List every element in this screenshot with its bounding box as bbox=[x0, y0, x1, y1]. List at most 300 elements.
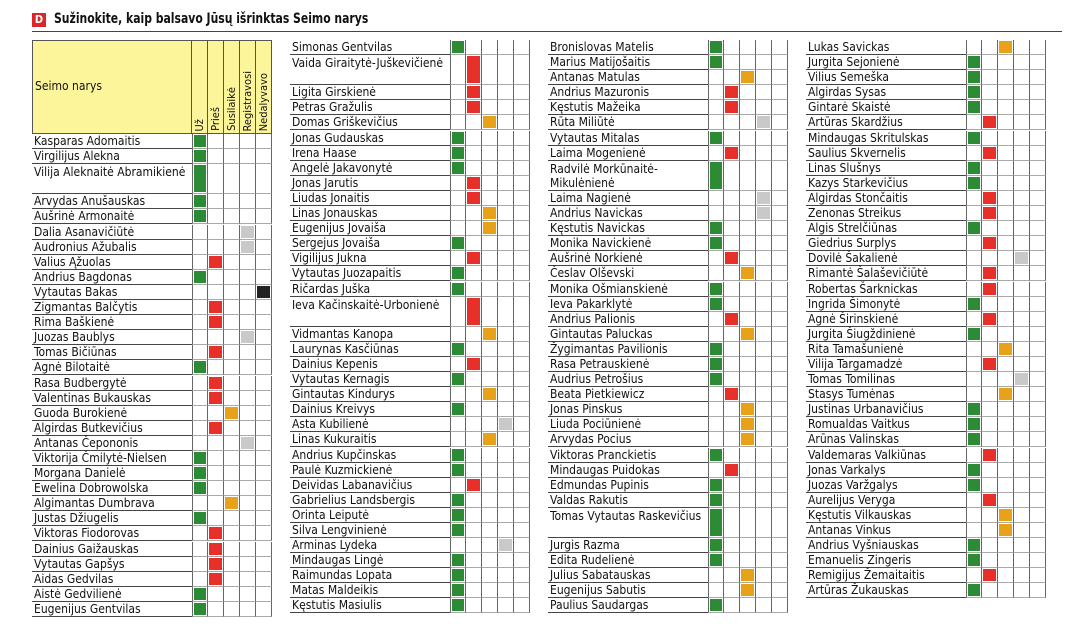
member-name: Monika Ošmianskienė bbox=[548, 282, 708, 297]
vote-cell bbox=[998, 236, 1014, 251]
member-name: Paulė Kuzmickienė bbox=[290, 463, 450, 478]
vote-cell bbox=[498, 85, 514, 100]
member-name: Vytautas Juozapaitis bbox=[290, 266, 450, 281]
vote-cell bbox=[740, 312, 756, 327]
vote-mark-u bbox=[710, 237, 722, 249]
vote-mark-u bbox=[968, 132, 980, 144]
vote-mark-u bbox=[452, 524, 464, 536]
vote-cell bbox=[982, 100, 998, 115]
vote-cell bbox=[450, 131, 466, 146]
vote-cell bbox=[498, 161, 514, 176]
vote-cell bbox=[256, 345, 272, 360]
vote-cell bbox=[998, 100, 1014, 115]
vote-cell bbox=[240, 285, 256, 300]
vote-mark-s bbox=[999, 509, 1012, 521]
member-name: Arvydas Anušauskas bbox=[32, 194, 192, 209]
member-name: Aistė Gedvilienė bbox=[32, 587, 192, 602]
vote-cell bbox=[498, 206, 514, 221]
vote-cell bbox=[450, 448, 466, 463]
member-name: Andrius Kupčinskas bbox=[290, 448, 450, 463]
vote-cell bbox=[208, 496, 224, 511]
vote-cell bbox=[772, 236, 788, 251]
vote-cell bbox=[724, 583, 740, 598]
vote-cell bbox=[982, 146, 998, 161]
vote-cell bbox=[192, 466, 208, 481]
vote-cell bbox=[498, 100, 514, 115]
vote-cell bbox=[966, 176, 982, 191]
vote-mark-p bbox=[209, 573, 222, 585]
member-name: Vilius Semeška bbox=[806, 70, 966, 85]
member-name: Rimantė Šalaševičiūtė bbox=[806, 266, 966, 281]
vote-cell bbox=[224, 602, 240, 617]
vote-cell bbox=[450, 598, 466, 613]
member-name: Juozas Baublys bbox=[32, 330, 192, 345]
vote-cell bbox=[998, 131, 1014, 146]
vote-cell bbox=[498, 372, 514, 387]
vote-cell bbox=[998, 402, 1014, 417]
vote-cell bbox=[514, 327, 530, 342]
vote-cell bbox=[514, 357, 530, 372]
vote-cell bbox=[1014, 402, 1030, 417]
vote-cell bbox=[208, 345, 224, 360]
member-name: Angelė Jakavonytė bbox=[290, 161, 450, 176]
vote-cell bbox=[514, 85, 530, 100]
vote-cell bbox=[1014, 40, 1030, 55]
vote-cell bbox=[1030, 312, 1046, 327]
vote-cell bbox=[240, 300, 256, 315]
vote-cell bbox=[772, 493, 788, 508]
member-name: Rita Tamašunienė bbox=[806, 342, 966, 357]
vote-cell bbox=[966, 40, 982, 55]
member-name: Arvydas Pocius bbox=[548, 432, 708, 447]
vote-cell bbox=[724, 478, 740, 493]
vote-cell bbox=[256, 285, 272, 300]
vote-cell bbox=[756, 85, 772, 100]
vote-cell bbox=[756, 236, 772, 251]
member-name: Asta Kubilienė bbox=[290, 417, 450, 432]
member-name: Jonas Jarutis bbox=[290, 176, 450, 191]
vote-cell bbox=[240, 209, 256, 224]
vote-cell bbox=[1030, 508, 1046, 523]
vote-cell bbox=[514, 40, 530, 55]
vote-cell bbox=[498, 40, 514, 55]
member-name: Artūras Žukauskas bbox=[806, 583, 966, 598]
vote-cell bbox=[998, 282, 1014, 297]
vote-cell bbox=[498, 387, 514, 402]
member-name: Valentinas Bukauskas bbox=[32, 391, 192, 406]
vote-cell bbox=[966, 131, 982, 146]
vote-cell bbox=[966, 448, 982, 463]
member-name: Kęstutis Masiulis bbox=[290, 598, 450, 613]
member-name: Bronislovas Matelis bbox=[548, 40, 708, 55]
vote-cell bbox=[982, 538, 998, 553]
vote-cell bbox=[256, 376, 272, 391]
vote-cell bbox=[724, 463, 740, 478]
vote-cell bbox=[192, 572, 208, 587]
vote-cell bbox=[224, 240, 240, 255]
vote-cell bbox=[192, 406, 208, 421]
member-name: Viktoras Pranckietis bbox=[548, 448, 708, 463]
vote-mark-p bbox=[467, 192, 480, 204]
vote-cell bbox=[240, 526, 256, 541]
vote-cell bbox=[966, 538, 982, 553]
vote-cell bbox=[514, 553, 530, 568]
vote-mark-s bbox=[483, 388, 496, 400]
vote-cell bbox=[208, 376, 224, 391]
vote-cell bbox=[998, 538, 1014, 553]
vote-cell bbox=[498, 236, 514, 251]
vote-cell bbox=[772, 161, 788, 191]
vote-cell bbox=[208, 360, 224, 375]
vote-cell bbox=[208, 149, 224, 164]
vote-cell bbox=[982, 583, 998, 598]
vote-cell bbox=[772, 342, 788, 357]
member-name: Kasparas Adomaitis bbox=[32, 134, 192, 149]
vote-mark-u bbox=[452, 267, 464, 279]
vote-cell bbox=[192, 391, 208, 406]
vote-cell bbox=[982, 282, 998, 297]
vote-cell bbox=[724, 191, 740, 206]
vote-cell bbox=[514, 538, 530, 553]
vote-mark-u bbox=[968, 222, 980, 234]
vote-cell bbox=[982, 176, 998, 191]
vote-cell bbox=[966, 282, 982, 297]
vote-cell bbox=[708, 478, 724, 493]
vote-mark-p bbox=[983, 494, 996, 506]
vote-cell bbox=[482, 342, 498, 357]
vote-mark-p bbox=[209, 422, 222, 434]
vote-cell bbox=[966, 463, 982, 478]
vote-mark-s bbox=[741, 267, 754, 279]
vote-cell bbox=[224, 557, 240, 572]
vote-cell bbox=[224, 376, 240, 391]
vote-cell bbox=[740, 508, 756, 538]
vote-cell bbox=[982, 206, 998, 221]
vote-cell bbox=[450, 40, 466, 55]
vote-mark-u bbox=[710, 56, 722, 68]
member-name: Justas Džiugelis bbox=[32, 511, 192, 526]
vote-cell bbox=[772, 85, 788, 100]
vote-cell bbox=[208, 587, 224, 602]
vote-mark-u bbox=[452, 569, 464, 581]
vote-cell bbox=[450, 191, 466, 206]
vote-cell bbox=[724, 342, 740, 357]
vote-cell bbox=[1030, 553, 1046, 568]
member-name: Liudas Jonaitis bbox=[290, 191, 450, 206]
member-name: Guoda Burokienė bbox=[32, 406, 192, 421]
member-name: Vytautas Kernagis bbox=[290, 372, 450, 387]
vote-cell bbox=[256, 255, 272, 270]
vote-mark-u bbox=[452, 41, 464, 53]
vote-cell bbox=[498, 266, 514, 281]
vote-mark-u bbox=[710, 509, 722, 536]
vote-cell bbox=[756, 493, 772, 508]
vote-cell bbox=[1030, 206, 1046, 221]
vote-mark-u bbox=[710, 554, 722, 566]
vote-cell bbox=[450, 583, 466, 598]
vote-cell bbox=[466, 297, 482, 327]
member-name: Robertas Šarknickas bbox=[806, 282, 966, 297]
vote-cell bbox=[498, 55, 514, 85]
vote-cell bbox=[772, 357, 788, 372]
vote-cell bbox=[998, 191, 1014, 206]
vote-cell bbox=[482, 583, 498, 598]
vote-cell bbox=[756, 55, 772, 70]
vote-cell bbox=[756, 508, 772, 538]
vote-cell bbox=[482, 387, 498, 402]
vote-cell bbox=[966, 161, 982, 176]
vote-cell bbox=[466, 55, 482, 85]
vote-cell bbox=[192, 209, 208, 224]
vote-cell bbox=[1014, 236, 1030, 251]
vote-cell bbox=[740, 538, 756, 553]
vote-cell bbox=[998, 568, 1014, 583]
vote-mark-r bbox=[757, 207, 770, 219]
vote-cell bbox=[256, 315, 272, 330]
vote-cell bbox=[998, 478, 1014, 493]
vote-cell bbox=[1014, 55, 1030, 70]
vote-cell bbox=[1014, 251, 1030, 266]
vote-cell bbox=[256, 330, 272, 345]
vote-cell bbox=[208, 526, 224, 541]
member-name: Laima Nagienė bbox=[548, 191, 708, 206]
vote-mark-r bbox=[241, 241, 254, 253]
vote-cell bbox=[498, 221, 514, 236]
vote-cell bbox=[740, 493, 756, 508]
vote-cell bbox=[756, 553, 772, 568]
member-name: Sergejus Jovaiša bbox=[290, 236, 450, 251]
vote-cell bbox=[514, 463, 530, 478]
vote-cell bbox=[1014, 583, 1030, 598]
vote-cell bbox=[224, 511, 240, 526]
vote-cell bbox=[1030, 191, 1046, 206]
vote-mark-p bbox=[467, 56, 480, 83]
vote-cell bbox=[192, 134, 208, 149]
vote-cell bbox=[740, 266, 756, 281]
member-name: Vilija Targamadzė bbox=[806, 357, 966, 372]
vote-mark-u bbox=[452, 599, 464, 611]
vote-cell bbox=[224, 391, 240, 406]
vote-cell bbox=[724, 432, 740, 447]
vote-cell bbox=[482, 327, 498, 342]
vote-cell bbox=[192, 421, 208, 436]
vote-mark-s bbox=[999, 343, 1012, 355]
vote-cell bbox=[772, 538, 788, 553]
vote-cell bbox=[1030, 342, 1046, 357]
vote-cell bbox=[466, 463, 482, 478]
vote-cell bbox=[1030, 40, 1046, 55]
vote-cell bbox=[514, 402, 530, 417]
vote-cell bbox=[740, 417, 756, 432]
vote-cell bbox=[724, 85, 740, 100]
member-name: Arūnas Valinskas bbox=[806, 432, 966, 447]
member-name: Laima Mogenienė bbox=[548, 146, 708, 161]
member-name: Viktoras Fiodorovas bbox=[32, 526, 192, 541]
header-vote-0: Už bbox=[192, 40, 208, 134]
vote-mark-s bbox=[225, 497, 238, 509]
member-name: Morgana Danielė bbox=[32, 466, 192, 481]
vote-cell bbox=[450, 236, 466, 251]
vote-mark-u bbox=[452, 509, 464, 521]
vote-mark-u bbox=[194, 195, 206, 207]
vote-mark-s bbox=[741, 418, 754, 430]
vote-cell bbox=[724, 131, 740, 146]
header-vote-4: Nedalyvavo bbox=[256, 40, 272, 134]
vote-mark-u bbox=[452, 343, 464, 355]
vote-cell bbox=[498, 176, 514, 191]
vote-mark-p bbox=[467, 252, 480, 264]
vote-cell bbox=[224, 481, 240, 496]
vote-cell bbox=[482, 161, 498, 176]
vote-cell bbox=[224, 194, 240, 209]
vote-cell bbox=[450, 251, 466, 266]
vote-cell bbox=[998, 70, 1014, 85]
vote-mark-u bbox=[710, 298, 722, 310]
vote-cell bbox=[192, 511, 208, 526]
vote-cell bbox=[982, 266, 998, 281]
vote-cell bbox=[740, 161, 756, 191]
vote-cell bbox=[240, 436, 256, 451]
member-name: Eugenijus Jovaiša bbox=[290, 221, 450, 236]
vote-cell bbox=[466, 282, 482, 297]
vote-mark-u bbox=[194, 452, 206, 464]
vote-cell bbox=[450, 402, 466, 417]
vote-cell bbox=[740, 115, 756, 130]
vote-cell bbox=[240, 134, 256, 149]
member-name: Ieva Pakarklytė bbox=[548, 297, 708, 312]
vote-cell bbox=[514, 55, 530, 85]
vote-mark-u bbox=[194, 482, 206, 494]
vote-cell bbox=[756, 463, 772, 478]
vote-cell bbox=[772, 131, 788, 146]
section-badge: D bbox=[32, 13, 46, 27]
vote-cell bbox=[514, 266, 530, 281]
vote-cell bbox=[998, 146, 1014, 161]
vote-mark-p bbox=[209, 316, 222, 328]
vote-cell bbox=[1030, 55, 1046, 70]
vote-cell bbox=[1030, 357, 1046, 372]
vote-cell bbox=[482, 115, 498, 130]
member-name: Andrius Palionis bbox=[548, 312, 708, 327]
vote-cell bbox=[208, 194, 224, 209]
vote-cell bbox=[498, 538, 514, 553]
vote-cell bbox=[256, 194, 272, 209]
vote-cell bbox=[740, 70, 756, 85]
vote-mark-u bbox=[452, 373, 464, 385]
vote-cell bbox=[498, 568, 514, 583]
vote-cell bbox=[998, 523, 1014, 538]
vote-cell bbox=[498, 417, 514, 432]
vote-cell bbox=[708, 70, 724, 85]
vote-cell bbox=[256, 451, 272, 466]
vote-mark-p bbox=[209, 256, 222, 268]
member-name: Aidas Gedvilas bbox=[32, 572, 192, 587]
vote-cell bbox=[1030, 523, 1046, 538]
header-name-label: Seimo narys bbox=[32, 40, 192, 134]
vote-cell bbox=[482, 85, 498, 100]
vote-cell bbox=[740, 342, 756, 357]
vote-cell bbox=[966, 146, 982, 161]
vote-cell bbox=[1014, 85, 1030, 100]
vote-mark-u bbox=[194, 271, 206, 283]
vote-mark-r bbox=[757, 116, 770, 128]
vote-cell bbox=[192, 330, 208, 345]
vote-mark-u bbox=[452, 403, 464, 415]
vote-cell bbox=[1014, 70, 1030, 85]
member-name: Valdemaras Valkiūnas bbox=[806, 448, 966, 463]
vote-cell bbox=[1014, 266, 1030, 281]
vote-mark-s bbox=[741, 584, 754, 596]
vote-cell bbox=[740, 251, 756, 266]
vote-cell bbox=[224, 436, 240, 451]
vote-cell bbox=[256, 436, 272, 451]
vote-cell bbox=[772, 327, 788, 342]
vote-cell bbox=[192, 587, 208, 602]
vote-cell bbox=[498, 463, 514, 478]
vote-cell bbox=[1014, 100, 1030, 115]
vote-cell bbox=[256, 602, 272, 617]
member-name: Aušrinė Norkienė bbox=[548, 251, 708, 266]
vote-cell bbox=[772, 312, 788, 327]
vote-mark-p bbox=[725, 313, 738, 325]
member-name: Mindaugas Puidokas bbox=[548, 463, 708, 478]
vote-cell bbox=[740, 236, 756, 251]
vote-cell bbox=[1030, 161, 1046, 176]
vote-cell bbox=[1030, 85, 1046, 100]
page-header bbox=[32, 8, 1062, 32]
vote-cell bbox=[514, 282, 530, 297]
vote-cell bbox=[192, 315, 208, 330]
vote-mark-p bbox=[983, 283, 996, 295]
member-name: Orinta Leiputė bbox=[290, 508, 450, 523]
vote-cell bbox=[708, 221, 724, 236]
vote-mark-r bbox=[241, 437, 254, 449]
vote-cell bbox=[772, 70, 788, 85]
vote-cell bbox=[1014, 115, 1030, 130]
vote-cell bbox=[240, 587, 256, 602]
vote-cell bbox=[482, 40, 498, 55]
vote-cell bbox=[756, 372, 772, 387]
vote-mark-u bbox=[194, 512, 206, 524]
vote-mark-p bbox=[467, 177, 480, 189]
vote-cell bbox=[240, 406, 256, 421]
vote-mark-u bbox=[968, 539, 980, 551]
vote-cell bbox=[240, 345, 256, 360]
vote-cell bbox=[708, 327, 724, 342]
vote-cell bbox=[1014, 538, 1030, 553]
vote-cell bbox=[466, 553, 482, 568]
vote-cell bbox=[740, 583, 756, 598]
vote-cell bbox=[498, 115, 514, 130]
member-name: Andrius Mazuronis bbox=[548, 85, 708, 100]
vote-cell bbox=[740, 297, 756, 312]
member-name: Algimantas Dumbrava bbox=[32, 496, 192, 511]
vote-mark-u bbox=[968, 584, 980, 596]
vote-cell bbox=[450, 327, 466, 342]
vote-cell bbox=[708, 115, 724, 130]
vote-cell bbox=[966, 191, 982, 206]
vote-cell bbox=[208, 391, 224, 406]
member-name: Irena Haase bbox=[290, 146, 450, 161]
vote-cell bbox=[724, 448, 740, 463]
vote-cell bbox=[966, 342, 982, 357]
vote-mark-p bbox=[467, 86, 480, 98]
vote-cell bbox=[466, 161, 482, 176]
vote-mark-s bbox=[225, 407, 238, 419]
vote-cell bbox=[724, 327, 740, 342]
vote-cell bbox=[740, 463, 756, 478]
vote-cell bbox=[1014, 357, 1030, 372]
